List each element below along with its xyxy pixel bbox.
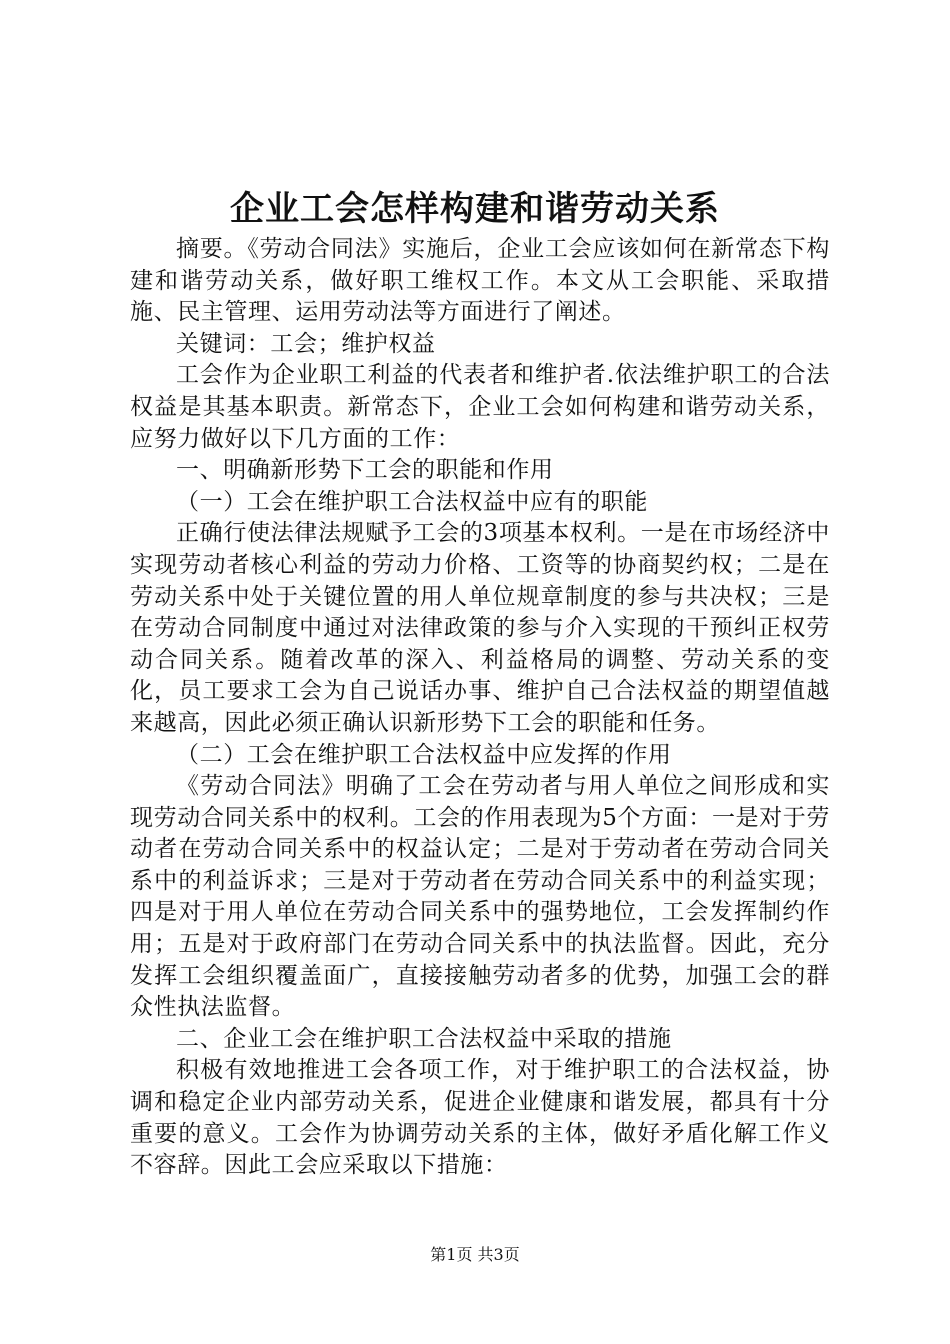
subsection-heading-1-1: （一）工会在维护职工合法权益中应有的职能 — [176, 488, 648, 515]
abstract-paragraph: 摘要。《劳动合同法》实施后，企业工会应该如何在新常态下构建和谐劳动关系，做好职工维权工作。本文从工会职能、采取措施、民主管理、运用劳动法等方面进行了阐述。 — [130, 236, 830, 326]
document-title: 企业工会怎样构建和谐劳动关系 — [230, 189, 720, 229]
intro-paragraph: 工会作为企业职工利益的代表者和维护者.依法维护职工的合法权益是其基本职责。新常态下，企业工会如何构建和谐劳动关系，应努力做好以下几方面的工作： — [130, 362, 830, 452]
section-heading-2: 二、企业工会在维护职工合法权益中采取的措施 — [176, 1025, 672, 1052]
page-footer: 第1页 共3页 — [430, 1245, 520, 1264]
body-paragraph: 正确行使法律法规赋予工会的3项基本权利。一是在市场经济中实现劳动者核心利益的劳动力价格、工资等的协商契约权；二是在劳动关系中处于关键位置的用人单位规章制度的参与共决权；三是在劳动合同制度中通过对法律政策的参与介入实现的干预纠正权劳动合同关系。随着改革的深入、利益格局的调整、劳动关系的变化，员工要求工会为自己说话办事、维护自己合法权益的期望值越来越高，因此必须正确认识新形势下工会的职能和任务。 — [130, 520, 830, 736]
subsection-heading-1-2: （二）工会在维护职工合法权益中应发挥的作用 — [176, 741, 672, 768]
keywords-paragraph: 关键词：工会；维护权益 — [176, 330, 436, 357]
document-body — [130, 234, 830, 1182]
body-paragraph: 《劳动合同法》明确了工会在劳动者与用人单位之间形成和实现劳动合同关系中的权利。工会的作用表现为5个方面：一是对于劳动者在劳动合同关系中的权益认定；二是对于劳动者在劳动合同关系中的利益诉求；三是对于劳动者在劳动合同关系中的利益实现；四是对于用人单位在劳动合同关系中的强势地位，工会发挥制约作用；五是对于政府部门在劳动合同关系中的执法监督。因此，充分发挥工会组织覆盖面广，直接接触劳动者多的优势，加强工会的群众性执法监督。 — [130, 773, 830, 1021]
section-heading-1: 一、明确新形势下工会的职能和作用 — [176, 457, 554, 484]
body-paragraph: 积极有效地推进工会各项工作，对于维护职工的合法权益，协调和稳定企业内部劳动关系，促进企业健康和谐发展，都具有十分重要的意义。工会作为协调劳动关系的主体，做好矛盾化解工作义不容辞。因此工会应采取以下措施： — [130, 1057, 830, 1179]
